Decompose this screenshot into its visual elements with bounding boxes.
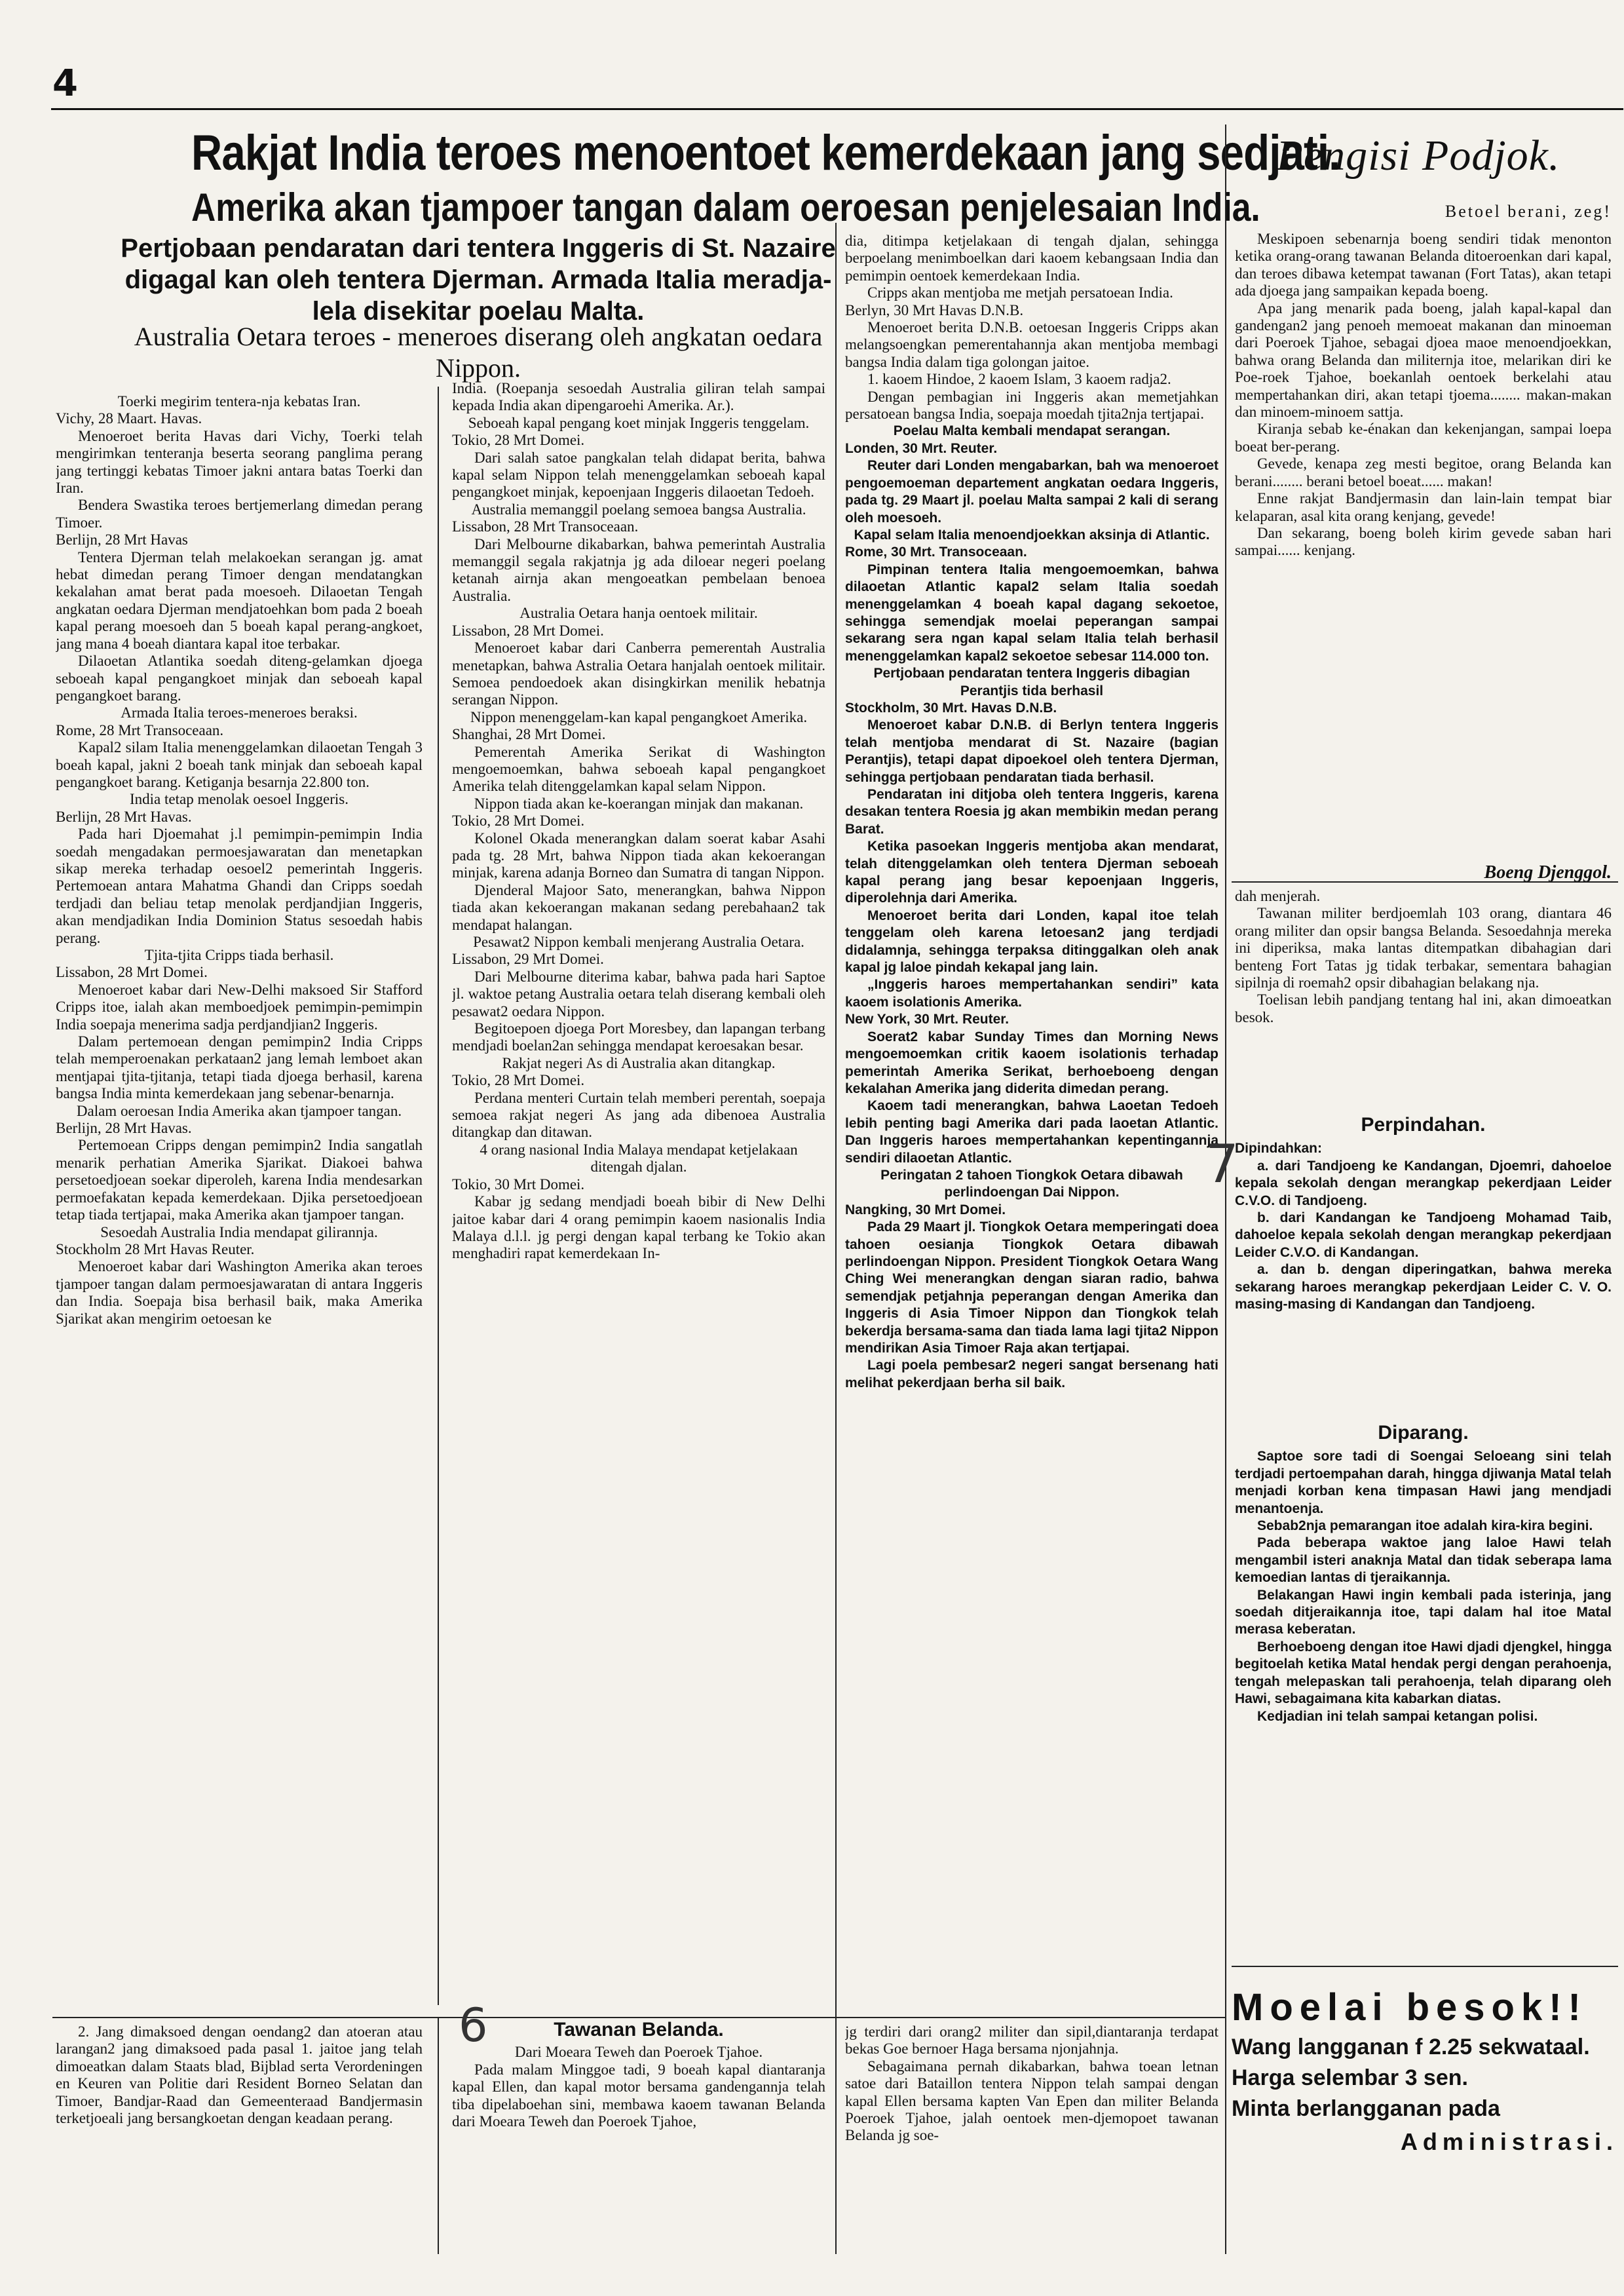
column-divider	[438, 387, 439, 2005]
paragraph: b. dari Kandangan ke Tandjoeng Mohamad Taib, dahoeloe kepala sekolah dengan merangkap pekerdjaan Leider C.V.O. di Kandangan.	[1235, 1210, 1612, 1260]
paragraph: Apa jang menarik pada boeng, jalah kapal-kapal dan gandengan2 jang penoeh memoeat makanan dan minoeman dari Poeroek Tjahoe, sebagai djoea maoe menoendjoekkan, bahwa orang Belanda dan militernja itoe, melarikan diri ke Poe-roek Tjahoe, boekanlah oentoek berkelahi atau mempertahankan diri, akan tetapi tjoema........ makan-makan dan minoem-minoem sattja.	[1235, 299, 1612, 421]
paragraph: Pesawat2 Nippon kembali menjerang Australia Oetara.	[473, 934, 804, 950]
bottom-band-rule	[52, 2017, 1225, 2018]
signature: Boeng Djenggol.	[1484, 862, 1612, 883]
column-3	[845, 233, 1218, 2002]
paragraph: Perdana menteri Curtain telah memberi perentah, soepaja semoea rakjat negeri As jang ada dibenoea Australia ditangkap dan ditawan.	[452, 1089, 825, 1141]
section-title-diparang: Diparang.	[1378, 1422, 1469, 1444]
paragraph: Kedjadian ini telah sampai ketangan polisi.	[1257, 1708, 1538, 1724]
paragraph: Pertjobaan pendaratan tentera Inggeris dibagian Perantjis tida berhasil	[873, 666, 1190, 698]
paragraph: Tokio, 28 Mrt Domei.	[452, 813, 585, 830]
paragraph: 2. Jang dimaksoed dengan oendang2 dan atoeran atau larangan2 jang dimaksoed pada pasal 1. jaitoe jang telah dimoeatkan dalam Staats blad, Bijblad serta Verordeningen en Keuren van Politie dari Resident Borneo Selatan dan Timoer, Bandjar-Raad dan Gemeenteraad Bandjermasin terketjoeali jang bersangkoetan dengan keadaan perang.	[56, 2023, 423, 2127]
paragraph: Menoeroet kabar dari Washington Amerika akan teroes tjampoer tangan dalam permoesjawaratan di antara Inggeris dan India. Soepaja bisa berhasil baik, maka Amerika Sjarikat akan mengirim oetoesan ke	[56, 1258, 423, 1327]
diparang-body	[1235, 1448, 1612, 1725]
paragraph: Shanghai, 28 Mrt Domei.	[452, 726, 606, 743]
diparang-section	[1235, 1415, 1612, 1953]
paragraph: Berlijn, 28 Mrt Havas.	[56, 808, 192, 825]
paragraph: Begitoepoen djoega Port Moresbey, dan lapangan terbang mendjadi boelan2an sehingga mendapat keroesakan besar.	[452, 1020, 825, 1054]
paragraph: Australia memanggil poelang semoea bangsa Australia.	[471, 501, 806, 518]
paragraph: Djenderal Majoor Sato, menerangkan, bahwa Nippon tiada akan kekoerangan makanan sedang perebahaan2 tak mendapat halangan.	[452, 881, 825, 933]
paragraph: Menoeroet berita D.N.B. oetoesan Inggeris Cripps akan melangsoengkan pemerentahannja akan mentjoba membagi bangsa India dalam tiga golongan jaitoe.	[845, 319, 1218, 370]
paragraph: Dari salah satoe pangkalan telah didapat berita, bahwa kapal selam Nippon telah menenggelamkan seboeah kapal pengangkoet minjak, kepoenjaan Inggeris dilaoetan Tedoeh.	[452, 449, 825, 501]
paragraph: Kapal selam Italia menoendjoekkan aksinja di Atlantic.	[854, 527, 1210, 543]
paragraph: Tawanan militer berdjoemlah 103 orang, diantara 46 orang militer dan opsir bangsa Belanda. Sesoedahnja mereka ini diperiksa, maka lantas ditempatkan dibahagian dari benteng Fort Tatas jg tidak terbakar, sementara bahagian sipilnja di roemah2 opsir dibahagian belakang nja.	[1235, 905, 1612, 991]
paragraph: Enne rakjat Bandjermasin dan lain-lain tempat biar kelaparan, asal kita orang kenjang, gevede!	[1235, 490, 1612, 524]
paragraph: Soerat2 kabar Sunday Times dan Morning News mengoemoemkan critik kaoem isolationis terhadap pemerintah Amerika Serikat, berhoeboeng dengan kekalahan Amerika jang diderita dimedan perang.	[845, 1029, 1218, 1096]
handwritten-mark: 7	[1205, 1134, 1239, 1195]
paragraph: a. dari Tandjoeng ke Kandangan, Djoemri, dahoeloe kepala sekolah dengan merangkap pekerdjaan Leider C.V.O. di Tandjoeng.	[1235, 1158, 1612, 1208]
notice-price: Wang langganan f 2.25 sekwataal.	[1232, 2035, 1590, 2059]
paragraph: Australia Oetara hanja oentoek militair.	[519, 605, 758, 622]
column-divider	[438, 2018, 439, 2254]
paragraph: Pada 29 Maart jl. Tiongkok Oetara memperingati doea tahoen oesianja Tiongkok Oetara dibawah perlindoengan Nippon. President Tiongkok Oetara Wang Ching Wei menerangkan dengan siaran radio, bahwa semendjak petjahnja peperangan dengan Amerika dan Inggeris di Asia Timoer Nippon dan Tiongkok telah bekerdja bersama-sama dan tiada lama lagi tjita2 Nippon mendirikan Asia Timoer Raja akan tertjapai.	[845, 1219, 1218, 1356]
paragraph: Meskipoen sebenarnja boeng sendiri tidak menonton ketika orang-orang tawanan Belanda ditoeroenkan dari kapal, dan teroes dibawa ketempat tawanan (Fort Tatas), akan tetapi ada djoega jang sampaikan kepada boeng.	[1235, 231, 1612, 299]
paragraph: Tokio, 28 Mrt Domei.	[452, 432, 585, 449]
sub-headline: Amerika akan tjampoer tangan dalam oeroesan penjelesaian India.	[191, 185, 1260, 229]
section-title-perpindahan: Perpindahan.	[1361, 1114, 1486, 1136]
paragraph: Dipindahkan:	[1235, 1141, 1323, 1157]
deck-headline-2: Australia Oetara teroes - meneroes diserang oleh angkatan oedara Nippon.	[134, 322, 823, 383]
paragraph: „Inggeris haroes mempertahankan sendiri” kata kaoem isolationis Amerika.	[845, 977, 1218, 1010]
top-rule	[51, 108, 1623, 110]
paragraph: India tetap menolak oesoel Inggeris.	[129, 791, 349, 808]
paragraph: Berlijn, 28 Mrt Havas.	[56, 1120, 192, 1137]
section-rule	[1232, 881, 1618, 883]
paragraph: Nippon tiada akan ke-koerangan minjak dan makanan.	[474, 795, 804, 812]
column-1	[56, 393, 423, 1999]
paragraph: Kiranja sebab ke-énakan dan kekenjangan, sampai loepa boeat ber-perang.	[1235, 421, 1612, 455]
paragraph: Poelau Malta kembali mendapat serangan.	[893, 423, 1171, 439]
paragraph: Belakangan Hawi ingin kembali pada isterinja, jang soedah ditjeraikannja itoe, tapi dalam hal itoe Matal merasa keberatan.	[1235, 1587, 1612, 1637]
paragraph: Pertemoean Cripps dengan pemimpin2 India sangatlah menarik perhatian Amerika Sjarikat. Diakoei bahwa persetoedjoean soekar diperoleh, karena India mendesarkan permoefakatan kepada kemerdekaan. Djika persetoedjoean tetap tiada tertjapai, maka Amerika akan tjampoer tangan.	[56, 1137, 423, 1223]
paragraph: Lissabon, 28 Mrt Domei.	[452, 622, 604, 639]
paragraph: Pendaratan ini ditjoba oleh tentera Inggeris, karena desakan tentera Roesia jg akan membikin medan perang Barat.	[845, 787, 1218, 837]
paragraph: Sesoedah Australia India mendapat gilirannja.	[100, 1223, 378, 1240]
paragraph: Menoeroet kabar dari Canberra pemerentah Australia menetapkan, bahwa Astralia Oetara hanjalah oentoek militair. Semoea pendoedoek akan disingkirkan menilik hebatnja serangan Nippon.	[452, 640, 825, 708]
section-title-tawanan-belanda: Tawanan Belanda.	[554, 2021, 724, 2040]
tawanan-belanda-section	[452, 2021, 825, 2254]
paragraph: Londen, 30 Mrt. Reuter.	[845, 440, 998, 456]
subscription-notice	[1232, 1985, 1618, 2156]
notice-administration: Administrasi.	[1400, 2128, 1618, 2155]
paragraph: Tentera Djerman telah melakoekan serangan jg. amat hebat dimedan perang Timoer dengan mendatangkan kekalahan amat berat pada moesoeh. Dilaoetan Tengah angkatan oedara Djerman mendjatoehkan bom pada 2 boeah kapal perang moesoeh dan 5 boeah kapal perang-angkoet, jang mana 4 boeah diantara kapal itoe terbakar.	[56, 548, 423, 652]
paragraph: Menoeroet berita dari Londen, kapal itoe telah tenggelam oleh karena letoesan2 jang terdjadi didalamnja, sehingga terpaksa ditinggalkan oleh anak kapal jg laloe pindah kekapal jang lain.	[845, 908, 1218, 976]
column-title-pengisi-podjok: Pengisi Podjok.	[1276, 132, 1560, 180]
paragraph: Dalam pertemoean dengan pemimpin2 India Cripps telah memperoenakan perkataan2 jang lemah lemboet akan mentjapai tjita-tjitanja, tetapi tiada djoega berhasil, karena bangsa India minta kemerdekaan jang sebenar-benarnja.	[56, 1033, 423, 1102]
paragraph: Ketika pasoekan Inggeris mentjoba akan mendarat, telah ditenggelamkan oleh tentera Djerman seboeah kapal perang jang besar kepoenjaan Inggeris, diperolehnja dari Amerika.	[845, 839, 1218, 906]
notice-single-price: Harga selembar 3 sen.	[1232, 2065, 1468, 2090]
paragraph: Rome, 28 Mrt Transoceaan.	[56, 721, 224, 738]
paragraph: Tokio, 30 Mrt Domei.	[452, 1176, 585, 1193]
deck-headline-1: Pertjobaan pendaratan dari tentera Inggeris di St. Nazaire digagal kan oleh tentera Djerman. Armada Italia meradja-lela disekitar poelau Malta.	[121, 234, 836, 326]
paragraph: Toerki megirim tentera-nja kebatas Iran.	[117, 393, 361, 410]
paragraph: Dari Moeara Teweh dan Poeroek Tjahoe.	[514, 2044, 763, 2061]
paragraph: Peringatan 2 tahoen Tiongkok Oetara dibawah perlindoengan Dai Nippon.	[880, 1167, 1183, 1200]
paragraph: Sebagaimana pernah dikabarkan, bahwa toean letnan satoe dari Bataillon tentera Nippon telah sampai dengan kapal Ellen bersama kapten Van Epen dan militer Belanda Poeroek Tjahoe, jalah oentoek men-djemopoet tawanan Belanda jg soe-	[845, 2057, 1218, 2144]
paragraph: Armada Italia teroes-meneroes beraksi.	[121, 704, 358, 721]
paragraph: Kaoem tadi menerangkan, bahwa Laoetan Tedoeh lebih penting bagi Amerika dari pada laoetan Atlantic. Dan Inggeris haroes mempertahankan kepentingannja sendiri dilaoetan Atlantic.	[845, 1098, 1218, 1166]
paragraph: Saptoe sore tadi di Soengai Seloeang sini telah terdjadi pertoempahan darah, hingga djiwanja Matal telah menjadi korban kena timpasan Hawi jang mendjadi menantoenja.	[1235, 1449, 1612, 1516]
paragraph: Pada malam Minggoe tadi, 9 boeah kapal diantaranja kapal Ellen, dan kapal motor bersama gandengannja telah tiba dipelaboehan sini, membawa kaoem tawanan Belanda dari Moeara Teweh dan Poeroek Tjahoe,	[452, 2061, 825, 2130]
page-number: 4	[52, 62, 78, 105]
paragraph: 1. kaoem Hindoe, 2 kaoem Islam, 3 kaoem radja2.	[867, 371, 1171, 388]
tawanan-body	[452, 2044, 825, 2130]
handwritten-mark: 6	[459, 1999, 488, 2052]
paragraph: Kabar jg sedang mendjadi boeah bibir di New Delhi jaitoe kabar dari 4 orang pemimpin kaoem nasionalis India Malaya d.l.l. jg pergi dengan kapal terbang ke Tokio akan menghadiri rapat kemerdekaan In-	[452, 1193, 825, 1262]
paragraph: Lagi poela pembesar2 negeri sangat bersenang hati melihat pekerdjaan berha sil baik.	[845, 1358, 1218, 1390]
paragraph: Pada beberapa waktoe jang laloe Hawi telah mengambil isteri anaknja Matal dan tidak seberapa lama kemoedian lantas di tjeraikannja.	[1235, 1535, 1612, 1586]
notice-headline: Moelai besok!!	[1232, 1986, 1587, 2029]
paragraph: Rakjat negeri As di Australia akan ditangkap.	[502, 1054, 776, 1071]
paragraph: Rome, 30 Mrt. Transoceaan.	[845, 545, 1027, 560]
bottom-right-column	[845, 2023, 1218, 2253]
paragraph: dia, ditimpa ketjelakaan di tengah djalan, sehingga berpoelang menimboelkan dari kaoem kebangsaan India dan pemimpin oentoek kemerdekaan India.	[845, 233, 1218, 284]
paragraph: Pemerentah Amerika Serikat di Washington mengoemoemkan, bahwa seboeah kapal pengangkoet Amerika telah ditenggelamkan kapal selam Nippon.	[452, 743, 825, 795]
paragraph: Kapal2 silam Italia menenggelamkan dilaoetan Tengah 3 boeah kapal, jakni 2 boeah tank minjak dan seboeah kapal pengangkoet barang. Ketiganja besarnja 22.800 ton.	[56, 739, 423, 790]
paragraph: Dari Melbourne dikabarkan, bahwa pemerintah Australia memanggil segala rakjatnja jg ada diloear negeri poelang ketanah airnja akan mengoeatkan pembelaan benoea Australia.	[452, 535, 825, 604]
paragraph: Berlijn, 28 Mrt Havas	[56, 531, 188, 548]
paragraph: Tjita-tjita Cripps tiada berhasil.	[144, 947, 334, 963]
paragraph: Pimpinan tentera Italia mengoemoemkan, bahwa dilaoetan Atlantic kapal2 selam Italia soedah menenggelamkan 4 boeah kapal dagang sekoetoe, sehingga semendjak moelai peperangan sampai sekarang sera ngan kapal selam Italia telah berhasil menenggelamkan kapal2 sekoetoe sebesar 114.000 ton.	[845, 562, 1218, 664]
perpindahan-body	[1235, 1140, 1612, 1313]
paragraph: Reuter dari Londen mengabarkan, bah wa menoeroet pengoemoeman departement angkatan oedara Inggeris, pada tg. 29 Maart jl. poelau Malta sampai 2 kali di serang oleh moesoeh.	[845, 458, 1218, 526]
paragraph: Nangking, 30 Mrt Domei.	[845, 1202, 1006, 1217]
main-headline: Rakjat India teroes menoentoet kemerdekaan jang sedjati.	[191, 125, 1340, 181]
paragraph: Berhoeboeng dengan itoe Hawi djadi djengkel, hingga begitoelah ketika Matal hendak pergi dengan perahoenja, tengah melepaskan tali perahoenja, telah diparang oleh Hawi, sebagaimana kita kabarkan diatas.	[1235, 1639, 1612, 1707]
paragraph: Dengan pembagian ini Inggeris akan memetjahkan persatoean bangsa India, soepaja moedah tjita2nja tertjapai.	[845, 388, 1218, 423]
paragraph: Lissabon, 28 Mrt Domei.	[56, 964, 208, 981]
paragraph: Toelisan lebih pandjang tentang hal ini, akan dimoeatkan besok.	[1235, 991, 1612, 1025]
paragraph: Lissabon, 29 Mrt Domei.	[452, 951, 604, 968]
paragraph: Nippon menenggelam-kan kapal pengangkoet Amerika.	[470, 708, 808, 725]
paragraph: Dari Melbourne diterima kabar, bahwa pada hari Saptoe jl. waktoe petang Australia oetara telah diserang kembali oleh pesawat2 oedara Nippon.	[452, 968, 825, 1020]
paragraph: a. dan b. dengan diperingatkan, bahwa mereka sekarang haroes merangkap pekerdjaan Leider C. V. O. masing-masing di Kandangan dan Tandjoeng.	[1235, 1262, 1612, 1312]
paragraph: Pada hari Djoemahat j.l pemimpin-pemimpin India soedah mengadakan permoesjawaratan dan menetapkan sikap mereka terhadap oesoel2 pemerintah Inggeris. Pertemoean antara Mahatma Ghandi dan Cripps soedah terdjadi dan beliau tetap menolak perdjandjian Inggeris, akan mendjadikan India Dominion Status sesoedah habis perang.	[56, 826, 423, 946]
paragraph: jg terdiri dari orang2 militer dan sipil,diantaranja terdapat bekas Goe bernoer Haga bersama njonjahnja.	[845, 2023, 1218, 2057]
paragraph: Menoeroet kabar D.N.B. di Berlyn tentera Inggeris telah mentjoba mendarat di St. Nazaire (bagian Perantjis), tetapi dapat dipoekoel oleh tentera Djerman, sehingga pertjobaan pendaratan tiada berhasil.	[845, 718, 1218, 785]
paragraph: Dan sekarang, boeng boleh kirim gevede saban hari sampai...... kenjang.	[1235, 524, 1612, 559]
paragraph: Stockholm, 30 Mrt. Havas D.N.B.	[845, 700, 1057, 716]
paragraph: Menoeroet kabar dari New-Delhi maksoed Sir Stafford Cripps itoe, ialah akan memboedjoek pemimpin-pemimpin India soepaja menerima sadja perdjandjian2 Inggeris.	[56, 981, 423, 1033]
paragraph: dah menjerah.	[1235, 888, 1321, 904]
paragraph: Stockholm 28 Mrt Havas Reuter.	[56, 1240, 255, 1257]
paragraph: Lissabon, 28 Mrt Transoceaan.	[452, 518, 639, 535]
paragraph: Dalam oeroesan India Amerika akan tjampoer tangan.	[76, 1102, 402, 1119]
paragraph: Dilaoetan Atlantika soedah diteng-gelamkan djoega seboeah kapal pengangkoet minjak dan seboeah kapal pengangkoet barang.	[56, 653, 423, 704]
section-rule	[1232, 1966, 1618, 1967]
paragraph: Bendera Swastika teroes bertjemerlang dimedan perang Timoer.	[56, 497, 423, 531]
column-divider	[835, 223, 837, 2254]
paragraph: Seboeah kapal pengang koet minjak Inggeris tenggelam.	[468, 414, 810, 431]
column-subtitle: Betoel berani, zeg!	[1445, 202, 1612, 221]
paragraph: India. (Roepanja sesoedah Australia giliran telah sampai kepada India akan dipengaroehi Amerika. Ar.).	[452, 380, 825, 414]
paragraph: Sebab2nja pemarangan itoe adalah kira-kira begini.	[1257, 1518, 1593, 1534]
notice-subscribe: Minta berlangganan pada	[1232, 2096, 1500, 2121]
paragraph: Gevede, kenapa zeg mesti begitoe, orang Belanda kan berani........ berani betoel boeat...... makan!	[1235, 455, 1612, 489]
paragraph: Kolonel Okada menerangkan dalam soerat kabar Asahi pada tg. 28 Mrt, bahwa Nippon tiada akan kekoerangan minjak, karena adanja Borneo dan Sumatra di tangan Nippon.	[452, 830, 825, 881]
paragraph: Berlyn, 30 Mrt Havas D.N.B.	[845, 301, 1024, 318]
paragraph: Menoeroet berita Havas dari Vichy, Toerki telah mengirimkan tenteranja beserta seorang panglima perang jang tertinggi kebatas Timoer jakni antara batas Toerki dan Iran.	[56, 427, 423, 497]
pengisi-podjok-body	[1235, 231, 1612, 860]
tawanan-continuation	[1235, 888, 1612, 1101]
paragraph: Tokio, 28 Mrt Domei.	[452, 1072, 585, 1089]
perpindahan-section	[1235, 1107, 1612, 1415]
column-2	[452, 380, 825, 1999]
paragraph: New York, 30 Mrt. Reuter.	[845, 1012, 1010, 1027]
paragraph: Cripps akan mentjoba me metjah persatoean India.	[867, 284, 1173, 301]
bottom-left-column	[56, 2023, 423, 2253]
paragraph: 4 orang nasional India Malaya mendapat ketjelakaan ditengah djalan.	[480, 1141, 798, 1176]
paragraph: Vichy, 28 Maart. Havas.	[56, 410, 202, 427]
